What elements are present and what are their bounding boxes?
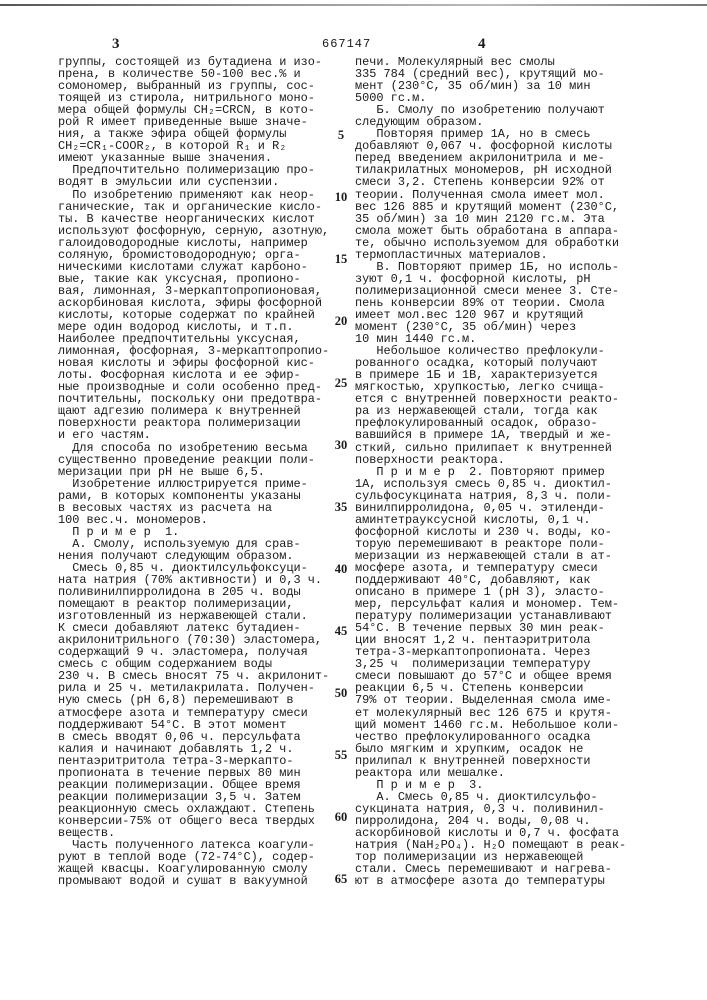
text-line: сткий, сильно прилипает к внутренней [355,442,626,454]
text-line: имеет мол.вес 120 967 и крутящий [355,309,626,321]
text-line: галоидоводородные кислоты, например [58,237,329,249]
text-line: реакционную смесь охлаждают. Степень [58,803,329,815]
text-line: калия и начинают добавлять 1,2 ч. [58,743,329,755]
text-line: П р и м е р 2. Повторяют пример [355,466,626,478]
text-line: аскорбиновой кислоты и 0,7 ч. фосфата [355,827,626,839]
text-line: новая кислоты и эфиры фосфорной кис- [58,357,329,369]
text-line: Повторяя пример 1А, но в смесь [355,128,626,140]
text-line: ную смесь (pH 6,8) перемешивают в [58,694,329,706]
text-line: мера общей формулы CH₂=CRCN, в кото- [58,104,329,116]
text-line: 3,25 ч полимеризации температуру [355,658,626,670]
text-line: 5000 гс.м. [355,92,626,104]
text-line: меризации при pH не выше 6,5. [58,466,329,478]
text-line: жащей квасцы. Коагулированную смолу [58,863,329,875]
text-line: те, обычно используемом для обработки [355,237,626,249]
text-line: пропионата в течение первых 80 мин [58,767,329,779]
text-line: поливинилпирролидона в 205 ч. воды [58,586,329,598]
line-number: 45 [331,624,351,639]
text-line: имеют указанные выше значения. [58,152,329,164]
text-line: 1А, используя смесь 0,85 ч. диоктил- [355,478,626,490]
text-line: помещают в реактор полимеризации, [58,598,329,610]
text-line: пирролидона, 204 ч. воды, 0,08 ч. [355,815,626,827]
text-line: торую перемешивают в реакторе поли- [355,538,626,550]
text-line: натрия (NaH₂PO₄). H₂O помещают в реак- [355,839,626,851]
text-line: смеси повышают до 57°C и общее время [355,670,626,682]
text-line: тетра-3-меркаптопропионата. Через [355,646,626,658]
text-line: 35 об/мин) за 10 мин 2120 гс.м. Эта [355,213,626,225]
text-line: реакции полимеризации 3,5 ч. Затем [58,791,329,803]
text-line: лимонная, фосфорная, 3-меркаптопропио- [58,345,329,357]
text-line: рила и 25 ч. метилакрилата. Получен- [58,682,329,694]
text-line: Смесь 0,85 ч. диоктилсульфоксуци- [58,562,329,574]
text-line: ганические, так и органические кисло- [58,201,329,213]
text-line: Часть полученного латекса коагули- [58,839,329,851]
text-line: в весовых частях из расчета на [58,502,329,514]
text-line: нения получают следующим образом. [58,550,329,562]
text-line: мосфере азота, и температуру смеси [355,562,626,574]
text-line: вавшийся в примере 1А, твердый и же- [355,429,626,441]
text-line: сульфосукцината натрия, 8,3 ч. поли- [355,490,626,502]
text-line: руют в теплой воде (72-74°C), содер- [58,851,329,863]
line-number: 10 [331,190,351,205]
right-text-column [355,56,626,887]
left-text-column [58,56,329,887]
text-line: винилпирролидона, 0,05 ч. этиленди- [355,502,626,514]
line-number: 5 [331,128,351,143]
text-line: 230 ч. В смесь вносят 75 ч. акрилонит- [58,670,329,682]
text-line: содержащий 9 ч. эластомера, получая [58,646,329,658]
text-line: пентаэритритола тетра-3-меркапто- [58,755,329,767]
text-line: смола может быть обработана в аппара- [355,225,626,237]
line-number: 60 [331,810,351,825]
text-line: мягкостью, хрупкостью, легко счища- [355,381,626,393]
text-line: тор полимеризации из нержавеющей [355,851,626,863]
text-line: мер, персульфат калия и мономер. Тем- [355,598,626,610]
text-line: почтительны, поскольку они предотвра- [58,393,329,405]
text-line: ния, а также эфира общей формулы [58,128,329,140]
text-line: 100 вес.ч. мономеров. [58,514,329,526]
text-line: смесь с общим содержанием воды [58,658,329,670]
text-line: в примере 1Б и 1В, характеризуется [355,369,626,381]
text-line: рой R имеет приведенные выше значе- [58,116,329,128]
text-line: Небольшое количество префлокули- [355,345,626,357]
text-line: Наиболее предпочтительны уксусная, [58,333,329,345]
text-line: сомономер, выбранный из группы, сос- [58,80,329,92]
text-line: ра из нержавеющей стали, тогда как [355,405,626,417]
text-line: зуют 0,1 ч. фосфорной кислоты, pH [355,273,626,285]
text-line: следующим образом. [355,116,626,128]
text-line: ции вносят 1,2 ч. пентаэритритола [355,634,626,646]
text-line: водят в эмульсии или суспензии. [58,176,329,188]
text-line: мере один водород кислоты, и т.п. [58,321,329,333]
text-line: мент (230°C, 35 об/мин) за 10 мин [355,80,626,92]
text-line: 54°C. В течение первых 30 мин реак- [355,622,626,634]
text-line: 10 мин 1440 гс.м. [355,333,626,345]
text-line: поддерживают 40°C, добавляют, как [355,574,626,586]
text-line: щий момент 1460 гс.м. Небольшое коли- [355,719,626,731]
text-line: поверхности реактора. [355,454,626,466]
text-line: существенно проведение реакции поли- [58,454,329,466]
text-line: момент (230°C, 35 об/мин) через [355,321,626,333]
text-line: акрилонитрильного (70:30) эластомера, [58,634,329,646]
text-line: вая, лимонная, 3-меркаптопропионовая, [58,285,329,297]
text-line: тоящей из стирола, нитрильного моно- [58,92,329,104]
line-number: 40 [331,562,351,577]
text-line: добавляют 0,067 ч. фосфорной кислоты [355,140,626,152]
text-line: группы, состоящей из бутадиена и изо- [58,56,329,68]
text-line: рами, в которых компоненты указаны [58,490,329,502]
text-line: ные производные и соли особенно пред- [58,381,329,393]
line-number: 20 [331,314,351,329]
text-line: меризации из нержавеющей стали в ат- [355,550,626,562]
text-line: ническими кислотами служат карбоно- [58,261,329,273]
text-line: префлокулированный осадок, образо- [355,417,626,429]
text-line: 79% от теории. Выделенная смола име- [355,694,626,706]
text-line: Б. Смолу по изобретению получают [355,104,626,116]
text-line: П р и м е р 3. [355,779,626,791]
text-line: реактора или мешалке. [355,767,626,779]
line-number: 50 [331,686,351,701]
text-line: реакции 6,5 ч. Степень конверсии [355,682,626,694]
line-number: 25 [331,376,351,391]
text-line: полимеризационной смеси менее 3. Сте- [355,285,626,297]
text-line: ната натрия (70% активности) и 0,3 ч. [58,574,329,586]
text-line: используют фосфорную, серную, азотную, [58,225,329,237]
text-line: лоты. Фосфорная кислота и ее эфир- [58,369,329,381]
text-line: смеси 3,2. Степень конверсии 92% от [355,176,626,188]
text-line: соляную, бромистоводородную; орга- [58,249,329,261]
text-line: перед введением акрилонитрила и ме- [355,152,626,164]
text-line: К смеси добавляют латекс бутадиен- [58,622,329,634]
page-number-right: 4 [478,36,486,53]
text-line: и его частям. [58,429,329,441]
text-line: промывают водой и сушат в вакуумной [58,875,329,887]
text-line: в смесь вводят 0,06 ч. персульфата [58,731,329,743]
page-number-left: 3 [112,36,120,53]
text-line: термопластичных материалов. [355,249,626,261]
text-line: В. Повторяют пример 1Б, но исполь- [355,261,626,273]
text-line: было мягким и хрупким, осадок не [355,743,626,755]
text-line: прилипал к внутренней поверхности [355,755,626,767]
text-line: стали. Смесь перемешивают и нагрева- [355,863,626,875]
text-line: ты. В качестве неорганических кислот [58,213,329,225]
text-line: пень конверсии 89% от теории. Смола [355,297,626,309]
text-line: Изобретение иллюстрируется приме- [58,478,329,490]
text-line: 335 784 (средний вес), крутящий мо- [355,68,626,80]
text-line: Для способа по изобретению весьма [58,442,329,454]
text-line: поверхности реактора полимеризации [58,417,329,429]
text-line: рованного осадка, который получают [355,357,626,369]
line-number: 35 [331,500,351,515]
text-line: ет молекулярный вес 126 675 и крутя- [355,707,626,719]
top-rule [0,4,707,6]
text-line: тилакрилатных мономеров, pH исходной [355,164,626,176]
text-line: описано в примере 1 (pH 3), эласто- [355,586,626,598]
text-line: пературу полимеризации устанавливают [355,610,626,622]
text-line: кислоты, которые содержат по крайней [58,309,329,321]
text-line: П р и м е р 1. [58,526,329,538]
text-line: По изобретению применяют как неор- [58,189,329,201]
text-line: поддерживают 54°C. В этот момент [58,719,329,731]
text-line: реакции полимеризации. Общее время [58,779,329,791]
text-line: А. Смолу, используемую для срав- [58,538,329,550]
line-number: 65 [331,872,351,887]
text-line: фосфорной кислоты и 230 ч. воды, ко- [355,526,626,538]
text-line: прена, в количестве 50-100 вес.% и [58,68,329,80]
text-line: веществ. [58,827,329,839]
text-line: изготовленный из нержавеющей стали. [58,610,329,622]
line-number: 15 [331,252,351,267]
line-number: 30 [331,438,351,453]
line-number: 55 [331,748,351,763]
text-line: чество префлокулированного осадка [355,731,626,743]
text-line: вес 126 885 и крутящий момент (230°C, [355,201,626,213]
text-line: аскорбиновая кислота, эфиры фосфорной [58,297,329,309]
text-line: А. Смесь 0,85 ч. диоктилсульфо- [355,791,626,803]
patent-number: 667147 [322,37,371,51]
text-line: атмосфере азота и температуру смеси [58,707,329,719]
text-line: теории. Полученная смола имеет мол. [355,189,626,201]
text-line: ют в атмосфере азота до температуры [355,875,626,887]
text-line: ется с внутренней поверхности реакто- [355,393,626,405]
text-line: сукцината натрия, 0,3 ч. поливинил- [355,803,626,815]
text-line: аминтетрауксусной кислоты, 0,1 ч. [355,514,626,526]
text-line: конверсии-75% от общего веса твердых [58,815,329,827]
text-line: вые, такие как уксусная, пропионо- [58,273,329,285]
text-line: печи. Молекулярный вес смолы [355,56,626,68]
text-line: CH₂=CR₁-COOR₂, в которой R₁ и R₂ [58,140,329,152]
text-line: щают адгезию полимера к внутренней [58,405,329,417]
text-line: Предпочтительно полимеризацию про- [58,164,329,176]
